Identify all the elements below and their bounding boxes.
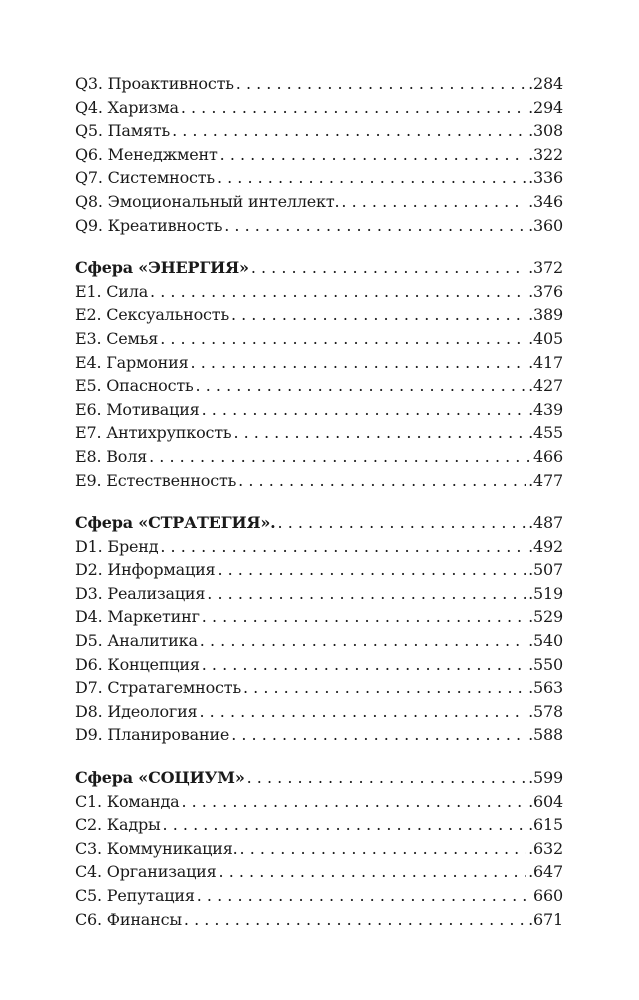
toc-entry[interactable] [75,119,563,143]
toc-entry[interactable] [75,860,563,884]
page-number: .578 [528,701,563,721]
page-number: .550 [528,654,563,674]
dot-leader [251,256,526,280]
toc-entry-title: C3. Коммуникация. [75,838,238,858]
toc-entry-title: C6. Финансы [75,909,182,929]
toc-entry[interactable] [75,166,563,190]
toc-entry-title: E6. Мотивация [75,399,200,419]
dot-leader [341,190,526,214]
page-number: .519 [528,583,563,603]
dot-leader [163,813,527,837]
table-of-contents [75,72,563,950]
dot-leader [199,700,526,724]
toc-entry-title: E5. Опасность [75,376,194,396]
page-number: .360 [528,215,563,235]
dot-leader [231,303,526,327]
section-heading[interactable] [75,766,563,790]
dot-leader [202,605,526,629]
toc-section-strategy [75,511,563,747]
toc-entry[interactable] [75,535,563,559]
toc-entry-title: D3. Реализация [75,583,206,603]
toc-entry[interactable] [75,398,563,422]
toc-entry-title: D5. Аналитика [75,631,198,651]
toc-entry-title: C4. Организация [75,862,217,882]
page-number: .322 [528,144,563,164]
section-heading[interactable] [75,256,563,280]
dot-leader [231,723,526,747]
toc-entry-title: D8. Идеология [75,701,198,721]
dot-leader [207,582,526,606]
toc-entry-title: Q9. Креативность [75,215,223,235]
toc-section-society [75,766,563,931]
toc-entry-title: Q6. Менеджмент [75,144,218,164]
dot-leader [224,214,526,238]
page-number: .284 [528,74,563,93]
toc-entry-title: E1. Сила [75,281,149,301]
page-number: 466 [533,446,563,466]
page-number: .389 [528,305,563,325]
toc-entry-title: C5. Репутация [75,886,195,905]
page-number: .294 [528,97,563,117]
page-number: .588 [528,725,563,745]
toc-entry[interactable] [75,374,563,398]
page-number: .615 [528,815,563,835]
toc-entry-title: E8. Воля [75,446,148,466]
section-heading-title: Сфера «СТРАТЕГИЯ». [75,513,276,533]
toc-entry[interactable] [75,884,563,908]
page-number: .376 [528,281,563,301]
toc-entry[interactable] [75,700,563,724]
dot-leader [202,398,527,422]
page-number: .632 [528,838,563,858]
dot-leader [200,629,526,653]
toc-entry[interactable] [75,214,563,238]
toc-entry[interactable] [75,421,563,445]
toc-entry-title: Q7. Системность [75,168,215,188]
toc-entry[interactable] [75,190,563,214]
page-number: .346 [528,191,563,211]
toc-entry[interactable] [75,629,563,653]
dot-leader [217,166,526,190]
toc-entry[interactable] [75,813,563,837]
toc-entry[interactable] [75,351,563,375]
page-number: .563 [528,678,563,698]
page-number: .599 [528,768,563,788]
dot-leader [202,653,526,677]
toc-entry-title: E3. Семья [75,328,159,348]
page-number: .529 [528,607,563,627]
toc-entry[interactable] [75,837,563,861]
toc-entry-title: Q5. Память [75,121,171,141]
page-number: .455 [528,423,563,443]
toc-entry[interactable] [75,676,563,700]
toc-entry-title: E7. Антихрупкость [75,423,232,443]
dot-leader [238,469,526,493]
toc-entry-title: D4. Маркетинг [75,607,200,627]
dot-leader [149,445,531,469]
page-number: .604 [528,791,563,811]
page-number: .671 [528,909,563,929]
page-number: .405 [528,328,563,348]
page-number: .540 [528,631,563,651]
dot-leader [220,143,527,167]
page-number: .372 [528,258,563,278]
section-heading-title: Сфера «СОЦИУМ» [75,768,245,788]
toc-section-energy [75,256,563,492]
toc-section-quality-items [75,72,563,237]
toc-entry[interactable] [75,280,563,304]
dot-leader [236,72,526,96]
toc-entry-title: D6. Концепция [75,654,200,674]
page-number: .492 [528,536,563,556]
section-heading-title: Сфера «ЭНЕРГИЯ» [75,258,249,278]
page-number: .487 [528,513,563,533]
dot-leader [240,837,527,861]
page-number: .507 [528,560,563,580]
page-number: .477 [528,470,563,490]
dot-leader [233,421,526,445]
toc-entry-title: D2. Информация [75,560,216,580]
toc-entry[interactable] [75,143,563,167]
toc-entry[interactable] [75,605,563,629]
toc-entry-title: D1. Бренд [75,536,159,556]
dot-leader [247,766,527,790]
toc-entry-title: D9. Планирование [75,725,230,745]
toc-entry[interactable] [75,96,563,120]
page-number: .647 [528,862,563,882]
page-number: 660 [533,886,563,905]
dot-leader [191,351,527,375]
dot-leader [184,908,526,932]
toc-entry[interactable] [75,908,563,932]
dot-leader [181,790,526,814]
toc-entry-title: C2. Кадры [75,815,161,835]
dot-leader [160,535,526,559]
toc-entry-title: Q8. Эмоциональный интеллект. [75,191,340,211]
dot-leader [150,280,526,304]
toc-entry-title: Q4. Харизма [75,97,179,117]
toc-entry[interactable] [75,469,563,493]
dot-leader [196,374,527,398]
toc-entry[interactable] [75,790,563,814]
toc-entry-title: E2. Сексуальность [75,305,229,325]
dot-leader [217,558,526,582]
toc-entry-title: C1. Команда [75,791,180,811]
toc-entry[interactable] [75,723,563,747]
dot-leader [278,511,527,535]
page-number: .439 [528,399,563,419]
page-number: .427 [528,376,563,396]
toc-entry-title: Q3. Проактивность [75,74,234,93]
toc-entry[interactable] [75,445,563,469]
page-number: .308 [528,121,563,141]
toc-entry[interactable] [75,303,563,327]
toc-entry[interactable] [75,327,563,351]
toc-entry-title: D7. Стратагемность [75,678,241,698]
page-number: .336 [528,168,563,188]
dot-leader [197,884,531,908]
toc-entry[interactable] [75,653,563,677]
toc-entry[interactable] [75,558,563,582]
page-number: .417 [528,352,563,372]
toc-entry-title: E9. Естественность [75,470,237,490]
dot-leader [243,676,526,700]
section-heading[interactable] [75,511,563,535]
dot-leader [172,119,526,143]
dot-leader [160,327,526,351]
toc-entry-title: E4. Гармония [75,352,189,372]
dot-leader [219,860,527,884]
toc-entry[interactable] [75,582,563,606]
dot-leader [181,96,526,120]
toc-entry[interactable] [75,72,563,96]
